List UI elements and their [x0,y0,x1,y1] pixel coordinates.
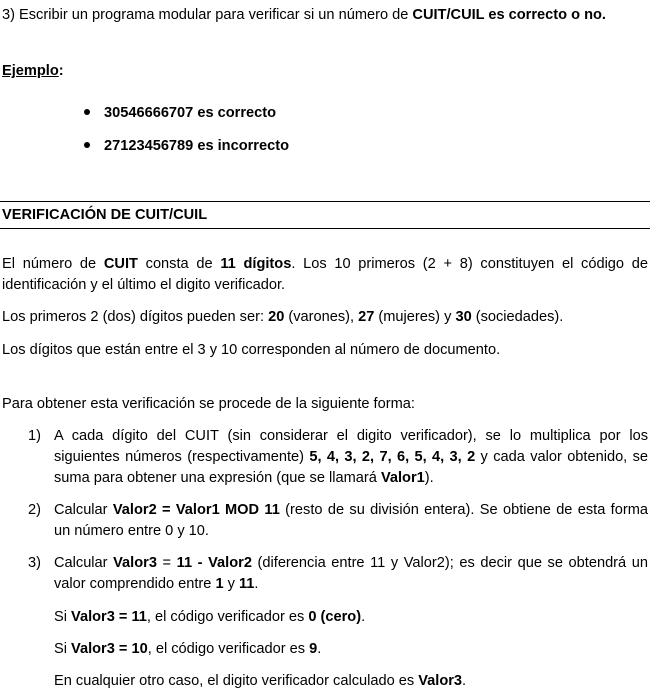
step-number: 3) [28,555,41,571]
section-bottom-rule [0,228,650,229]
paragraph-procedure-intro: Para obtener esta verificación se procede de la siguiente forma: [2,396,415,412]
example-item: 27123456789 es incorrecto [84,136,289,157]
bullet-icon [84,142,90,148]
step-number: 2) [28,502,41,518]
paragraph-document-digits: Los dígitos que están entre el 3 y 10 corresponden al número de documento. [2,342,501,358]
section-title: VERIFICACIÓN DE CUIT/CUIL [2,207,208,223]
example-label: Ejemplo: [2,63,64,79]
step-2-text: Calcular Valor2 = Valor1 MOD 11 (resto de su división entera). Se obtiene de esta forma un número entre 0 y 10. [54,502,648,539]
paragraph-prefix-digits: Los primeros 2 (dos) dígitos pueden ser: 20 (varones), 27 (mujeres) y 30 (sociedades). [2,309,564,325]
section-top-rule [0,201,650,202]
step-number: 1) [28,428,41,444]
paragraph-cuit-digits: El número de CUIT consta de 11 dígitos. Los 10 primeros (2 + 8) constituyen el código de identificación y el último el digito verificador. [2,256,648,293]
case-other: En cualquier otro caso, el digito verificador calculado es Valor3. [54,673,467,689]
example-item: 30546666707 es correcto [84,103,276,124]
case-valor3-11: Si Valor3 = 11, el código verificador es 0 (cero). [54,609,366,625]
bullet-icon [84,109,90,115]
step-3-text: Calcular Valor3 = 11 - Valor2 (diferencia entre 11 y Valor2); es decir que se obtendrá un valor comprendido entre 1 y 11. [54,555,648,592]
step-1-text: A cada dígito del CUIT (sin considerar el digito verificador), se lo multiplica por los siguientes números (respectivamente) 5, 4, 3, 2, 7, 6, 5, 4, 3, 2 y cada valor obtenido, se suma para obtener una expresión (que se llamará Valor1). [54,428,649,486]
exercise-statement: 3) Escribir un programa modular para verificar si un número de CUIT/CUIL es correcto o no. [2,7,606,23]
case-valor3-10: Si Valor3 = 10, el código verificador es 9. [54,641,322,657]
